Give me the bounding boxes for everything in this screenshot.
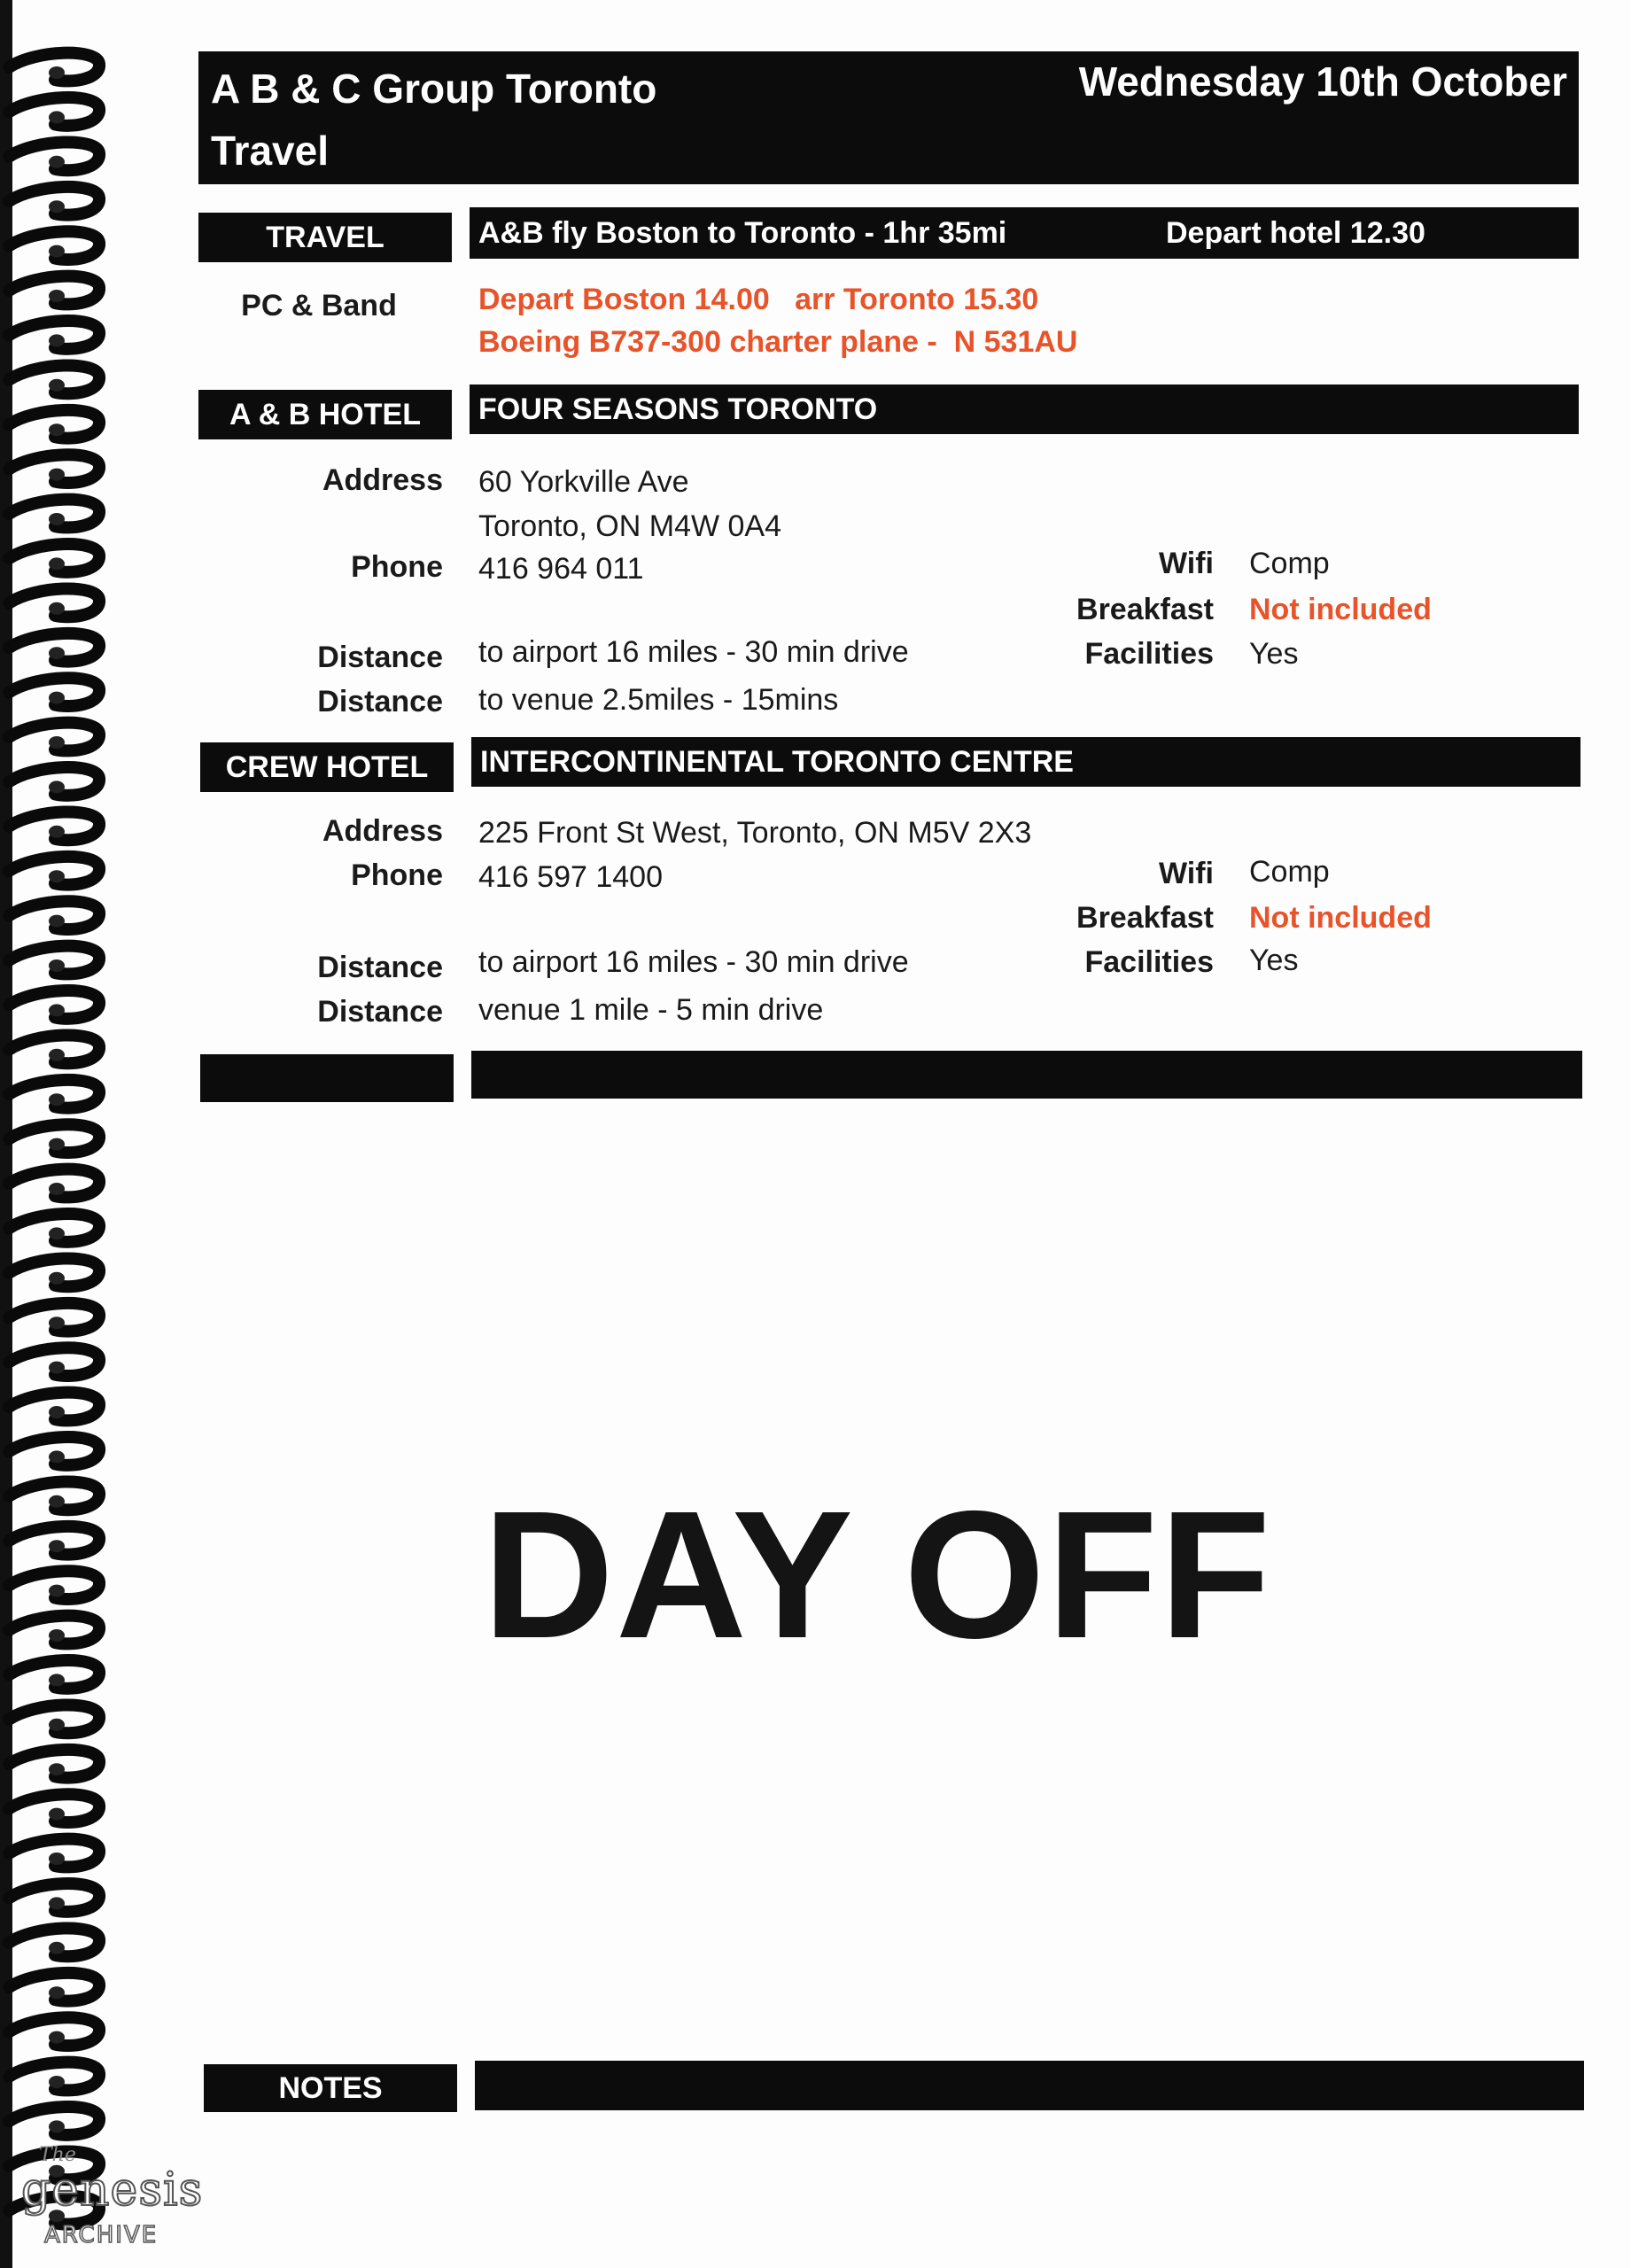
spiral-coil (9, 321, 99, 349)
watermark-archive: ARCHIVE (44, 2222, 159, 2249)
spiral-coil (9, 1839, 99, 1868)
spiral-coil (9, 723, 99, 751)
flight-line1: Depart Boston 14.00 arr Toronto 15.30 (478, 283, 1039, 316)
notes-content-bar (475, 2061, 1584, 2110)
notes-label-bar (204, 2064, 457, 2112)
spiral-coil (9, 767, 99, 796)
ab-phone-label: Phone (351, 550, 443, 584)
ab-address-label: Address (322, 463, 443, 497)
spiral-coil (9, 1303, 99, 1332)
spiral-coil (9, 1080, 99, 1108)
ab-distance-venue: to venue 2.5miles - 15mins (478, 683, 839, 717)
ab-facilities-label: Facilities (1084, 637, 1214, 671)
crew-address-label: Address (322, 814, 443, 848)
spiral-coil (9, 2017, 99, 2046)
spiral-coil (9, 53, 99, 82)
ab-hotel-name: FOUR SEASONS TORONTO (478, 392, 878, 426)
ab-hotel-label: A & B HOTEL (229, 397, 421, 431)
crew-hotel-label: CREW HOTEL (225, 750, 429, 784)
travel-label: TRAVEL (266, 220, 384, 254)
spiral-coil (9, 276, 99, 305)
ab-facilities: Yes (1249, 637, 1299, 671)
empty-content-bar (471, 1051, 1582, 1099)
ab-distance-label-2: Distance (317, 685, 443, 718)
spiral-coil (9, 1705, 99, 1733)
crew-wifi: Comp (1249, 855, 1330, 889)
spiral-coil (9, 1750, 99, 1778)
crew-facilities: Yes (1249, 944, 1299, 977)
spiral-coil (9, 500, 99, 528)
spiral-coil (9, 633, 99, 662)
spiral-coil (9, 1437, 99, 1465)
crew-address: 225 Front St West, Toronto, ON M5V 2X3 (478, 816, 1032, 850)
header-date: Wednesday 10th October (1078, 58, 1567, 105)
spiral-coil (9, 187, 99, 215)
crew-wifi-label: Wifi (1158, 857, 1214, 890)
crew-phone-label: Phone (351, 858, 443, 892)
spiral-coil (9, 1393, 99, 1421)
header-title-line2: Travel (211, 128, 329, 174)
travel-depart-hotel: Depart hotel 12.30 (1166, 215, 1425, 250)
crew-distance-venue: venue 1 mile - 5 min drive (478, 993, 824, 1027)
spiral-coil (9, 990, 99, 1019)
ab-hotel-name-bar (470, 384, 1579, 434)
ab-phone: 416 964 011 (478, 552, 644, 586)
spiral-binding (0, 0, 124, 2268)
crew-breakfast: Not included (1249, 901, 1432, 935)
spiral-coil (9, 588, 99, 617)
crew-distance-label-2: Distance (317, 995, 443, 1029)
travel-party: PC & Band (241, 289, 397, 322)
day-off-title: DAY OFF (482, 1473, 1273, 1676)
spiral-coil (9, 2107, 99, 2135)
spiral-coil (9, 1169, 99, 1198)
spiral-coil (9, 544, 99, 572)
spiral-coil (9, 365, 99, 393)
spiral-coil (9, 1794, 99, 1822)
crew-breakfast-label: Breakfast (1076, 901, 1214, 935)
crew-hotel-name-bar (471, 737, 1581, 787)
ab-wifi: Comp (1249, 547, 1330, 580)
spiral-coil (9, 1973, 99, 2001)
header-title-line1: A B & C Group Toronto (211, 66, 657, 112)
notes-label: NOTES (278, 2070, 383, 2105)
spiral-coil (9, 97, 99, 126)
spiral-coil (9, 678, 99, 706)
crew-facilities-label: Facilities (1084, 945, 1214, 979)
watermark-the: The (39, 2144, 76, 2166)
ab-wifi-label: Wifi (1158, 547, 1214, 580)
empty-label-bar (200, 1054, 454, 1102)
spiral-coil (9, 1258, 99, 1286)
crew-distance-label-1: Distance (317, 951, 443, 984)
spiral-coil (9, 454, 99, 483)
ab-hotel-label-bar (198, 390, 452, 439)
watermark-genesis: genesis (21, 2163, 204, 2217)
travel-summary: A&B fly Boston to Toronto - 1hr 35mi (478, 215, 1007, 250)
spiral-coil (9, 231, 99, 260)
ab-distance-airport: to airport 16 miles - 30 min drive (478, 635, 909, 669)
spiral-coil (9, 812, 99, 840)
travel-summary-bar (470, 207, 1579, 259)
spiral-coil (9, 857, 99, 885)
spiral-coil (9, 1348, 99, 1376)
spiral-coil (9, 1124, 99, 1153)
ab-distance-label-1: Distance (317, 641, 443, 674)
crew-hotel-name: INTERCONTINENTAL TORONTO CENTRE (480, 744, 1074, 779)
spiral-coil (9, 901, 99, 929)
archive-watermark (18, 2144, 239, 2259)
travel-label-bar (198, 213, 452, 262)
ab-breakfast: Not included (1249, 593, 1432, 626)
spiral-coil (9, 1928, 99, 1956)
crew-hotel-label-bar (200, 742, 454, 792)
ab-address-line1: 60 Yorkville Ave (478, 465, 689, 499)
crew-distance-airport: to airport 16 miles - 30 min drive (478, 945, 909, 979)
spiral-coil (9, 1214, 99, 1242)
spiral-coil (9, 2062, 99, 2091)
ab-address-line2: Toronto, ON M4W 0A4 (478, 509, 782, 543)
crew-phone: 416 597 1400 (478, 860, 663, 894)
spiral-coil (9, 1884, 99, 1912)
flight-line2: Boeing B737-300 charter plane - N 531AU (478, 325, 1078, 359)
ab-breakfast-label: Breakfast (1076, 593, 1214, 626)
spiral-coil (9, 410, 99, 439)
spiral-coil (9, 946, 99, 975)
spiral-coil (9, 142, 99, 170)
spiral-coil (9, 1035, 99, 1063)
